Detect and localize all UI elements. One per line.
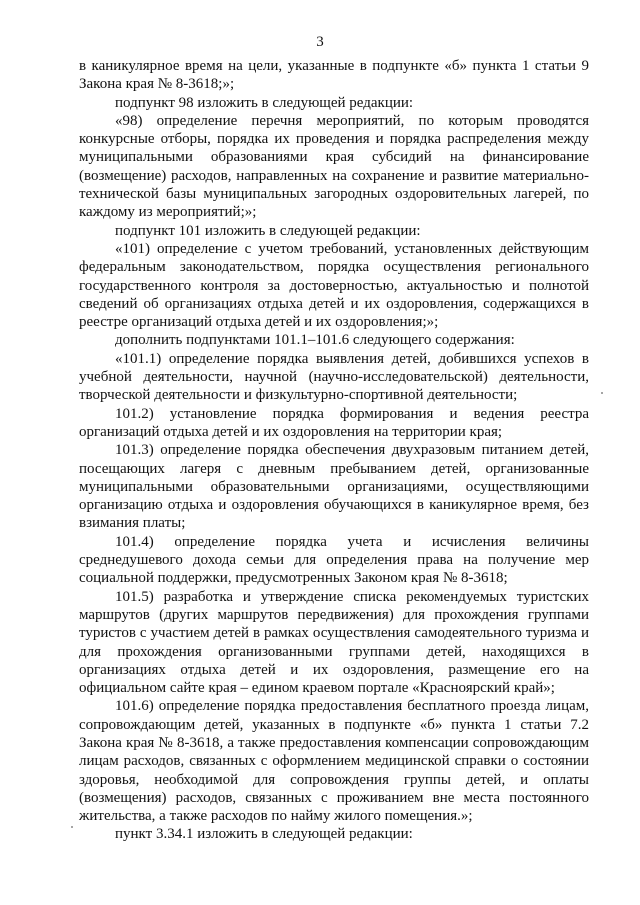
paragraph-subpoint-101: «101) определение с учетом требований, установленных действующим федеральным законодательством, порядка осуществления регионального государственного контроля за достоверностью, актуальностью и полнотой сведений об организациях отдыха детей и их оздоровления, содержащихся в реестре организаций отдыха детей и их оздоровления;»; — [79, 240, 589, 331]
paragraph-instruction-add: дополнить подпунктами 101.1–101.6 следующего содержания: — [115, 332, 515, 349]
paragraph-subpoint-101-1: «101.1) определение порядка выявления детей, добившихся успехов в учебной деятельности, научной (научно-исследовательской) деятельности, творческой деятельности и физкультурно-спортивной деятельности; — [79, 350, 589, 404]
paragraph-continuation: в каникулярное время на цели, указанные в подпункте «б» пункта 1 статьи 9 Закона края № 8-3618;»; — [79, 58, 589, 93]
paragraph-subpoint-101-3: 101.3) определение порядка обеспечения двухразовым питанием детей, посещающих лагеря с дневным пребыванием детей, организованные муниципальными образовательными организациями, осуществляющими организацию отдыха и оздоровления обучающихся в каникулярное время, без взимания платы; — [79, 442, 589, 532]
document-body — [79, 57, 589, 844]
paragraph-subpoint-98: «98) определение перечня мероприятий, по которым проводятся конкурсные отборы, порядка их проведения и порядка распределения между муниципальными образованиями края субсидий на финансирование (возмещение) расходов, направленных на сохранение и развитие материально-технической базы муниципальных загородных оздоровительных лагерей, по каждому из мероприятий;»; — [79, 112, 589, 221]
page-number: 3 — [316, 34, 324, 50]
scan-speck — [601, 392, 603, 394]
paragraph-instruction-98: подпункт 98 изложить в следующей редакции: — [115, 94, 414, 111]
paragraph-subpoint-101-5: 101.5) разработка и утверждение списка рекомендуемых туристских маршрутов (других маршрутов передвижения) для прохождения группами туристов с участием детей в рамках осуществления самодеятельного туризма и для прохождения организованными группами детей, находящихся в организациях отдыха детей и их оздоровления, размещение его на официальном сайте края – едином краевом портале «Красноярский край»; — [79, 588, 589, 697]
paragraph-instruction-101: подпункт 101 изложить в следующей редакции: — [115, 222, 421, 239]
paragraph-subpoint-101-6: 101.6) определение порядка предоставления бесплатного проезда лицам, сопровождающим детей, указанных в подпункте «б» пункта 1 статьи 7.2 Закона края № 8-3618, а также предоставления компенсации сопровождающим лицам расходов, связанных с оформлением медицинской справки о состоянии здоровья, необходимой для сопровождения группы детей, и оплаты (возмещения) расходов, связанных с проживанием вне места постоянного жительства, а также расходов по найму жилого помещения.»; — [79, 698, 589, 825]
scan-speck — [71, 826, 73, 828]
paragraph-subpoint-101-4: 101.4) определение порядка учета и исчисления величины среднедушевого дохода семьи для определения права на получение мер социальной поддержки, предусмотренных Законом края № 8-3618; — [79, 533, 589, 587]
paragraph-instruction-3-34-1: пункт 3.34.1 изложить в следующей редакции: — [115, 826, 413, 843]
paragraph-subpoint-101-2: 101.2) установление порядка формирования и ведения реестра организаций отдыха детей и их оздоровления на территории края; — [79, 405, 589, 440]
